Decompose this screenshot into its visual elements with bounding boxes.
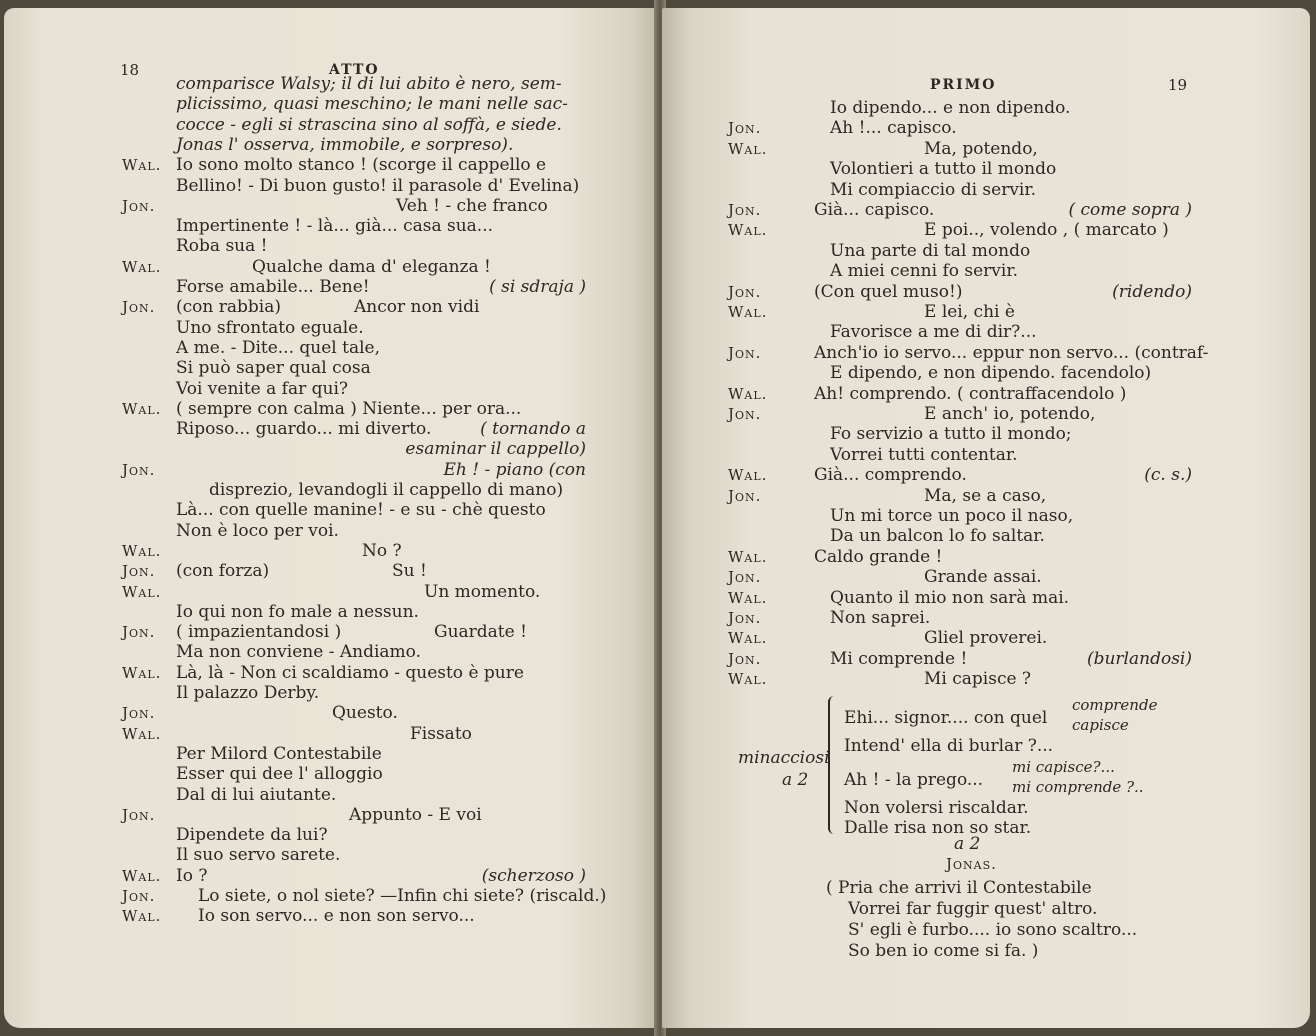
- verse-line: Là... con quelle manine! - e su - chè questo: [176, 500, 546, 521]
- verse-line: Roba sua !: [176, 236, 268, 257]
- verse-line: Volontieri a tutto il mondo: [830, 159, 1057, 180]
- speaker-label: Wal.: [728, 384, 768, 403]
- verse-line: Uno sfrontato eguale.: [176, 317, 364, 338]
- verse-line: Jonas l' osserva, immobile, e sorpreso).: [176, 134, 514, 155]
- verse-line: Non è loco per voi.: [176, 520, 339, 541]
- speaker-label: Jon.: [728, 609, 762, 627]
- verse-line: Io dipendo... e non dipendo.: [830, 98, 1071, 118]
- stage-direction: (burlandosi): [1086, 648, 1192, 669]
- verse-line: (con rabbia): [176, 297, 281, 318]
- speaker-label: Jon.: [728, 568, 762, 587]
- verse-line: So ben io come si fa. ): [848, 941, 1039, 961]
- stage-direction: Eh ! - piano (con: [443, 459, 586, 480]
- duet-line: Ehi... signor.... con quel: [844, 708, 1048, 728]
- duet-alternate: mi capisce?...: [1012, 758, 1115, 776]
- speaker-label: Wal.: [728, 629, 768, 648]
- verse-line: Per Milord Contestabile: [176, 743, 382, 764]
- verse-line: A me. - Dite... quel tale,: [176, 337, 380, 358]
- duet-line: Ah ! - la prego...: [844, 770, 984, 790]
- speaker-label: Wal.: [728, 139, 768, 158]
- verse-line: E poi.., volendo , ( marcato ): [924, 220, 1169, 241]
- verse-line: Mi comprende !: [830, 648, 968, 669]
- verse-line: plicissimo, quasi meschino; le mani nelle sac-: [176, 94, 568, 115]
- verse-line: Su !: [392, 561, 427, 582]
- stage-direction: ( tornando a: [480, 419, 586, 440]
- speaker-label: Wal.: [122, 541, 162, 560]
- verse-line: Mi capisce ?: [924, 669, 1032, 690]
- speaker-label: Wal.: [122, 582, 162, 601]
- verse-line: Forse amabile... Bene!: [176, 277, 370, 297]
- speaker-label: Jon.: [728, 486, 762, 505]
- verse-line: Grande assai.: [924, 567, 1042, 588]
- running-header: PRIMO: [930, 77, 997, 93]
- speaker-label: Jon.: [122, 805, 156, 824]
- verse-line: Anch'io io servo... eppur non servo... (contraf-: [814, 342, 1209, 363]
- verse-line: Mi compiaccio di servir.: [830, 179, 1037, 200]
- verse-line: Ma non conviene - Andiamo.: [176, 642, 421, 663]
- verse-line: (con forza): [176, 561, 270, 582]
- right-page: [662, 8, 1310, 1028]
- verse-line: Fo servizio a tutto il mondo;: [830, 424, 1072, 445]
- speaker-label: Jon.: [122, 562, 156, 581]
- running-header: ATTO: [329, 62, 380, 78]
- verse-line: E anch' io, potendo,: [924, 404, 1096, 424]
- stage-direction: (ridendo): [1112, 281, 1192, 302]
- verse-line: Fissato: [410, 723, 472, 744]
- verse-line: Caldo grande !: [814, 546, 943, 567]
- speaker-label: Jon.: [728, 343, 762, 362]
- verse-line: Qualche dama d' eleganza !: [252, 256, 491, 277]
- speaker-label: Jon.: [728, 649, 762, 668]
- speaker-label: Jon.: [728, 405, 762, 423]
- verse-line: Io qui non fo male a nessun.: [176, 601, 419, 622]
- verse-line: Si può saper qual cosa: [176, 358, 371, 379]
- duet-side-label: minacciosi: [738, 748, 830, 768]
- verse-line: Ma, potendo,: [924, 138, 1038, 159]
- verse-line: Lo siete, o nol siete? —Infin chi siete? (riscald.): [198, 886, 607, 906]
- verse-line: Ma, se a caso,: [924, 485, 1047, 506]
- duet-alternate: capisce: [1072, 716, 1129, 734]
- speaker-label: Jon.: [728, 201, 762, 219]
- verse-line: Una parte di tal mondo: [830, 240, 1031, 261]
- verse-line: Ancor non vidi: [354, 297, 480, 318]
- stage-direction: (c. s.): [1144, 465, 1192, 486]
- speaker-label: Wal.: [728, 466, 768, 485]
- verse-line: Voi venite a far qui?: [176, 378, 349, 399]
- verse-line: Quanto il mio non sarà mai.: [830, 587, 1070, 608]
- speaker-label: Wal.: [122, 156, 162, 175]
- verse-line: Il palazzo Derby.: [176, 683, 320, 703]
- verse-line: Vorrei far fuggir quest' altro.: [848, 899, 1098, 919]
- verse-line: Già... comprendo.: [814, 465, 967, 486]
- stage-direction: ( come sopra ): [1068, 200, 1192, 220]
- speaker-label: Wal.: [728, 588, 768, 607]
- speaker-label: Wal.: [122, 907, 162, 926]
- speaker-label: Wal.: [122, 724, 162, 743]
- verse-line: Guardate !: [434, 622, 527, 643]
- verse-line: Vorrei tutti contentar.: [830, 444, 1018, 465]
- verse-line: ( sempre con calma ) Niente... per ora...: [176, 398, 522, 419]
- speaker-label: Jon.: [728, 119, 762, 138]
- speaker-label: Jon.: [122, 196, 156, 215]
- verse-line: Impertinente ! - là... già... casa sua...: [176, 216, 494, 237]
- speaker-label: Jon.: [122, 298, 156, 317]
- duet-line: Non volersi riscaldar.: [844, 798, 1029, 818]
- speaker-label: Jon.: [122, 887, 156, 905]
- stage-direction: ( si sdraja ): [489, 277, 586, 297]
- speaker-label: Wal.: [122, 399, 162, 418]
- duet-line: Dalle risa non so star.: [844, 818, 1032, 838]
- page-number: 19: [1168, 76, 1188, 94]
- page-number: 18: [120, 61, 140, 79]
- speaker-label: Jon.: [728, 282, 762, 301]
- verse-line: A miei cenni fo servir.: [830, 261, 1019, 282]
- verse-line: Già... capisco.: [814, 200, 935, 220]
- verse-line: Io ?: [176, 865, 208, 886]
- verse-line: Un momento.: [424, 581, 541, 602]
- duet-line: Intend' ella di burlar ?...: [844, 736, 1054, 756]
- verse-line: Ah !... capisco.: [830, 118, 957, 139]
- verse-line: S' egli è furbo.... io sono scaltro...: [848, 920, 1138, 940]
- speaker-label: Wal.: [122, 663, 162, 682]
- character-heading: Jonas.: [946, 855, 997, 873]
- speaker-label: Wal.: [122, 257, 162, 276]
- verse-line: E lei, chi è: [924, 302, 1015, 322]
- verse-line: Da un balcon lo fo saltar.: [830, 526, 1045, 547]
- verse-line: Riposo... guardo... mi diverto.: [176, 419, 432, 440]
- verse-line: Dal di lui aiutante.: [176, 784, 337, 805]
- verse-line: Gliel proverei.: [924, 628, 1048, 649]
- verse-line: comparisce Walsy; il di lui abito è nero, sem-: [176, 74, 562, 94]
- stage-direction: (scherzoso ): [481, 865, 586, 886]
- verse-line: Esser qui dee l' alloggio: [176, 764, 383, 785]
- verse-line: No ?: [362, 540, 402, 561]
- verse-line: ( Pria che arrivi il Contestabile: [826, 878, 1092, 898]
- verse-line: Favorisce a me di dir?...: [830, 322, 1037, 343]
- verse-line: cocce - egli si strascina sino al soffà, e siede.: [176, 114, 562, 135]
- duet-alternate: mi comprende ?..: [1012, 778, 1144, 796]
- verse-line: ( impazientandosi ): [176, 622, 342, 643]
- speaker-label: Jon.: [122, 460, 156, 479]
- verse-line: (Con quel muso!): [814, 281, 963, 302]
- verse-line: Bellino! - Di buon gusto! il parasole d' Evelina): [176, 175, 580, 196]
- speaker-label: Wal.: [122, 866, 162, 885]
- verse-line: Là, là - Non ci scaldiamo - questo è pure: [176, 662, 524, 683]
- verse-line: Un mi torce un poco il naso,: [830, 506, 1074, 526]
- verse-line: Appunto - E voi: [349, 804, 482, 825]
- speaker-label: Wal.: [728, 547, 768, 566]
- verse-line: Io son servo... e non son servo...: [198, 906, 475, 927]
- speaker-label: Wal.: [728, 221, 768, 240]
- duet-side-label: a 2: [782, 770, 809, 790]
- verse-line: Il suo servo sarete.: [176, 845, 341, 866]
- verse-line: disprezio, levandogli il cappello di mano): [209, 480, 564, 500]
- verse-line: Questo.: [332, 703, 398, 724]
- verse-line: E dipendo, e non dipendo. facendolo): [830, 363, 1152, 384]
- verse-line: Non saprei.: [830, 608, 931, 628]
- verse-line: Ah! comprendo. ( contraffacendolo ): [814, 383, 1127, 404]
- verse-line: Io sono molto stanco ! (scorge il cappello e: [176, 155, 547, 176]
- speaker-label: Jon.: [122, 623, 156, 642]
- speaker-label: Wal.: [728, 670, 768, 689]
- verse-line: Dipendete da lui?: [176, 825, 328, 846]
- speaker-label: Wal.: [728, 303, 768, 321]
- duet-alternate: comprende: [1072, 696, 1158, 714]
- speaker-label: Jon.: [122, 704, 156, 723]
- left-page: [4, 8, 658, 1028]
- a2-marker: a 2: [954, 834, 981, 854]
- verse-line: Veh ! - che franco: [396, 195, 548, 216]
- stage-direction: esaminar il cappello): [405, 439, 586, 460]
